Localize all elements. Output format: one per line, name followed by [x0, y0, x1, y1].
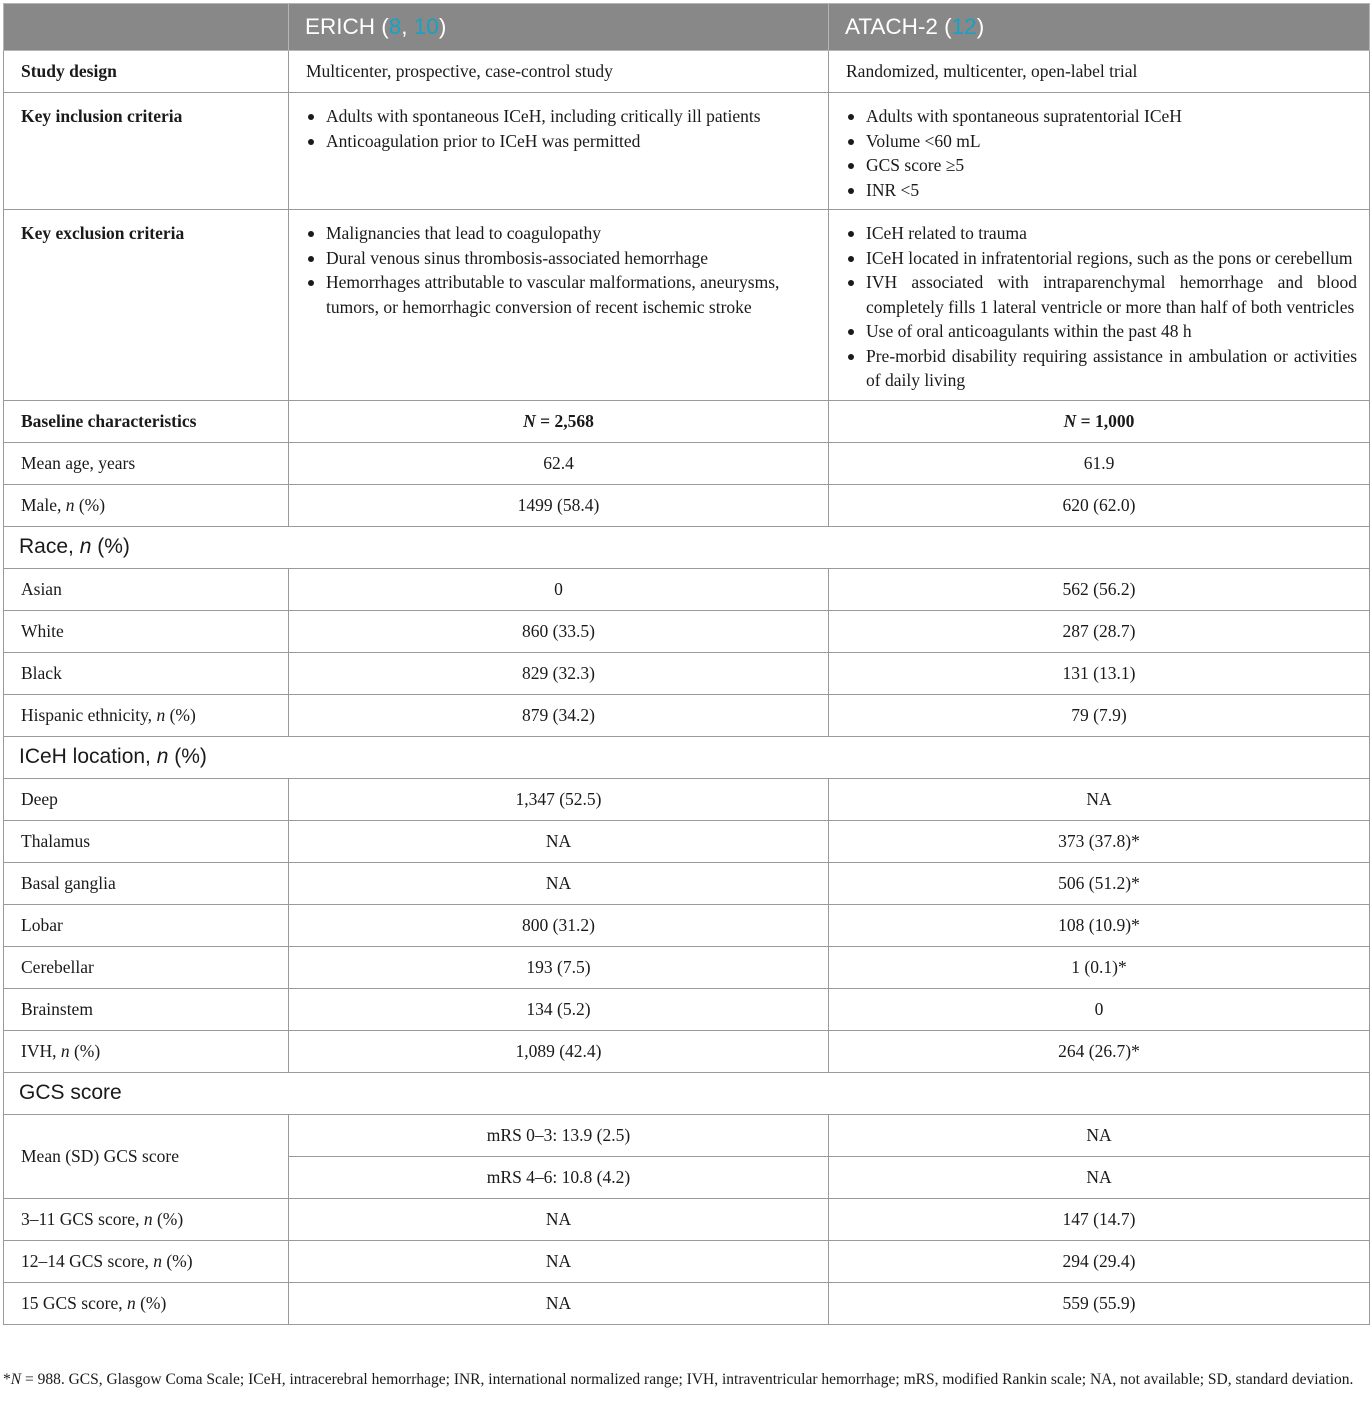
label-text: Basal ganglia [21, 872, 116, 893]
exclusion-atach-list [846, 221, 1357, 393]
erich-cell [289, 210, 829, 401]
label-text: Brainstem [21, 998, 93, 1019]
erich-cell: NA [289, 1198, 829, 1240]
list-item: Use of oral anticoagulants within the past 48 h [846, 319, 1357, 344]
row-baseline [4, 400, 1370, 442]
footnote-n: N [10, 1371, 22, 1388]
header-blank-cell [4, 4, 289, 51]
comparison-table [3, 3, 1370, 1325]
atach-cell: 559 (55.9) [829, 1282, 1370, 1324]
label-italic: n [156, 704, 166, 725]
label-text: Asian [21, 578, 62, 599]
comparison-table-container [3, 3, 1369, 1325]
row-label [4, 862, 289, 904]
erich-n-value: = 2,568 [535, 410, 594, 431]
atach-cell: 131 (13.1) [829, 652, 1370, 694]
erich-cell: Multicenter, prospective, case-control study [289, 51, 829, 93]
atach-cell [829, 93, 1370, 210]
list-item: Dural venous sinus thrombosis-associated hemorrhage [306, 246, 816, 271]
atach-cell: 0 [829, 988, 1370, 1030]
erich-cell: NA [289, 1282, 829, 1324]
table-row [4, 484, 1370, 526]
section-title [4, 1072, 1370, 1114]
label-suffix: (%) [69, 1040, 101, 1061]
row-label [4, 610, 289, 652]
row-label [4, 904, 289, 946]
erich-cell: 62.4 [289, 442, 829, 484]
section-title [4, 736, 1370, 778]
row-label [4, 652, 289, 694]
row-label [4, 1282, 289, 1324]
erich-cell [289, 400, 829, 442]
atach-cell: 264 (26.7)* [829, 1030, 1370, 1072]
table-row [4, 442, 1370, 484]
label-text: Hispanic ethnicity, [21, 704, 157, 725]
row-exclusion [4, 210, 1370, 401]
n-symbol: N [523, 410, 536, 431]
atach-cell: 79 (7.9) [829, 694, 1370, 736]
section-title-suffix: (%) [91, 534, 130, 558]
label-suffix: (%) [152, 1208, 184, 1229]
section-title-italic: n [156, 744, 169, 768]
row-label: Key exclusion criteria [4, 210, 289, 401]
label-italic: n [153, 1250, 162, 1271]
inclusion-atach-list [846, 104, 1357, 202]
atach-cell: 562 (56.2) [829, 568, 1370, 610]
erich-cell: 1,089 (42.4) [289, 1030, 829, 1072]
list-item: Adults with spontaneous ICeH, including critically ill patients [306, 104, 816, 129]
atach-cell [829, 210, 1370, 401]
erich-ref-10[interactable]: 10 [413, 13, 439, 39]
row-label: Study design [4, 51, 289, 93]
row-label [4, 694, 289, 736]
table-row [4, 1240, 1370, 1282]
table-row [4, 778, 1370, 820]
table-row [4, 652, 1370, 694]
table-row [4, 610, 1370, 652]
label-text: Deep [21, 788, 58, 809]
list-item: GCS score ≥5 [846, 153, 1357, 178]
section-title-text: Race, [19, 534, 80, 558]
atach-close-paren: ) [976, 13, 985, 39]
label-text: Male, [21, 494, 66, 515]
table-row [4, 1198, 1370, 1240]
list-item: Anticoagulation prior to ICeH was permitted [306, 129, 816, 154]
label-suffix: (%) [135, 1292, 167, 1313]
atach-cell: NA [829, 778, 1370, 820]
label-text: 3–11 GCS score, [21, 1208, 144, 1229]
table-row [4, 946, 1370, 988]
list-item: Volume <60 mL [846, 129, 1357, 154]
label-suffix: (%) [165, 704, 196, 725]
atach-cell: 61.9 [829, 442, 1370, 484]
footnote-text: = 988. GCS, Glasgow Coma Scale; ICeH, intracerebral hemorrhage; INR, international normalized range; IVH, intraventricular hemorrhage; mRS, modified Rankin scale; NA, not available; SD, standard deviation. [21, 1371, 1354, 1388]
row-label: Mean (SD) GCS score [4, 1114, 289, 1198]
row-label [4, 946, 289, 988]
row-label: Key inclusion criteria [4, 93, 289, 210]
row-label [4, 442, 289, 484]
label-italic: n [65, 494, 75, 515]
row-label [4, 988, 289, 1030]
erich-cell: 860 (33.5) [289, 610, 829, 652]
row-label [4, 1030, 289, 1072]
erich-cell: NA [289, 862, 829, 904]
section-title-text: GCS score [19, 1080, 122, 1104]
label-text: Black [21, 662, 62, 683]
erich-cell: mRS 4–6: 10.8 (4.2) [289, 1156, 829, 1198]
erich-cell: 134 (5.2) [289, 988, 829, 1030]
erich-ref-8[interactable]: 8 [388, 13, 402, 39]
atach-cell: 373 (37.8)* [829, 820, 1370, 862]
erich-cell: 800 (31.2) [289, 904, 829, 946]
label-text: 12–14 GCS score, [21, 1250, 154, 1271]
row-label [4, 568, 289, 610]
row-label [4, 778, 289, 820]
erich-cell: mRS 0–3: 13.9 (2.5) [289, 1114, 829, 1156]
label-text: Cerebellar [21, 956, 94, 977]
list-item: Adults with spontaneous supratentorial ICeH [846, 104, 1357, 129]
atach-cell [829, 400, 1370, 442]
atach-cell: NA [829, 1156, 1370, 1198]
atach-title: ATACH-2 ( [845, 13, 952, 39]
table-row [4, 1282, 1370, 1324]
atach-cell: Randomized, multicenter, open-label trial [829, 51, 1370, 93]
row-label: Baseline characteristics [4, 400, 289, 442]
erich-cell: 879 (34.2) [289, 694, 829, 736]
list-item: INR <5 [846, 178, 1357, 203]
list-item: ICeH related to trauma [846, 221, 1357, 246]
table-row [4, 568, 1370, 610]
list-item: Hemorrhages attributable to vascular malformations, aneurysms, tumors, or hemorrhagic conversion of recent ischemic stroke [306, 270, 816, 319]
row-label [4, 820, 289, 862]
section-title-italic: n [79, 534, 92, 558]
section-race [4, 526, 1370, 568]
erich-ref-separator: , [401, 13, 414, 39]
erich-cell: 1,347 (52.5) [289, 778, 829, 820]
erich-cell: 193 (7.5) [289, 946, 829, 988]
header-erich [289, 4, 829, 51]
list-item: ICeH located in infratentorial regions, such as the pons or cerebellum [846, 246, 1357, 271]
table-row [4, 1030, 1370, 1072]
list-item: Pre-morbid disability requiring assistance in ambulation or activities of daily living [846, 344, 1357, 393]
table-row [4, 904, 1370, 946]
erich-cell [289, 93, 829, 210]
section-iceh-location [4, 736, 1370, 778]
table-row [4, 694, 1370, 736]
table-row [4, 820, 1370, 862]
erich-cell: NA [289, 820, 829, 862]
inclusion-erich-list [306, 104, 816, 153]
label-italic: n [143, 1208, 153, 1229]
atach-cell: 506 (51.2)* [829, 862, 1370, 904]
atach-cell: 1 (0.1)* [829, 946, 1370, 988]
label-suffix: (%) [161, 1250, 193, 1271]
row-inclusion [4, 93, 1370, 210]
row-label [4, 1240, 289, 1282]
list-item: Malignancies that lead to coagulopathy [306, 221, 816, 246]
erich-cell: NA [289, 1240, 829, 1282]
atach-cell: 287 (28.7) [829, 610, 1370, 652]
exclusion-erich-list [306, 221, 816, 319]
table-row [4, 862, 1370, 904]
section-title [4, 526, 1370, 568]
atach-cell: 294 (29.4) [829, 1240, 1370, 1282]
footnote-star: * [3, 1371, 11, 1388]
header-atach [829, 4, 1370, 51]
label-suffix: (%) [74, 494, 106, 515]
label-text: Thalamus [21, 830, 91, 851]
label-italic: n [126, 1292, 136, 1313]
atach-cell: 620 (62.0) [829, 484, 1370, 526]
label-text: White [21, 620, 64, 641]
table-footnote [3, 1368, 1369, 1392]
erich-cell: 0 [289, 568, 829, 610]
erich-cell: 1499 (58.4) [289, 484, 829, 526]
row-label [4, 484, 289, 526]
label-text: Lobar [21, 914, 63, 935]
label-text: IVH, [21, 1040, 61, 1061]
n-symbol: N [1063, 410, 1077, 431]
row-study-design [4, 51, 1370, 93]
section-gcs-score [4, 1072, 1370, 1114]
erich-cell: 829 (32.3) [289, 652, 829, 694]
list-item: IVH associated with intraparenchymal hemorrhage and blood completely fills 1 lateral ventricle or more than half of both ventricles [846, 270, 1357, 319]
atach-n-value: = 1,000 [1076, 410, 1135, 431]
label-text: Mean age, years [21, 452, 136, 473]
atach-ref-12[interactable]: 12 [951, 13, 977, 39]
table-row [4, 988, 1370, 1030]
row-label [4, 1198, 289, 1240]
atach-cell: 147 (14.7) [829, 1198, 1370, 1240]
label-italic: n [60, 1040, 70, 1061]
atach-cell: 108 (10.9)* [829, 904, 1370, 946]
table-header-row [4, 4, 1370, 51]
label-text: 15 GCS score, [21, 1292, 127, 1313]
erich-close-paren: ) [438, 13, 447, 39]
erich-title: ERICH ( [305, 13, 389, 39]
atach-cell: NA [829, 1114, 1370, 1156]
section-title-text: ICeH location, [19, 744, 157, 768]
section-title-suffix: (%) [168, 744, 207, 768]
row-gcs-mean [4, 1114, 1370, 1156]
